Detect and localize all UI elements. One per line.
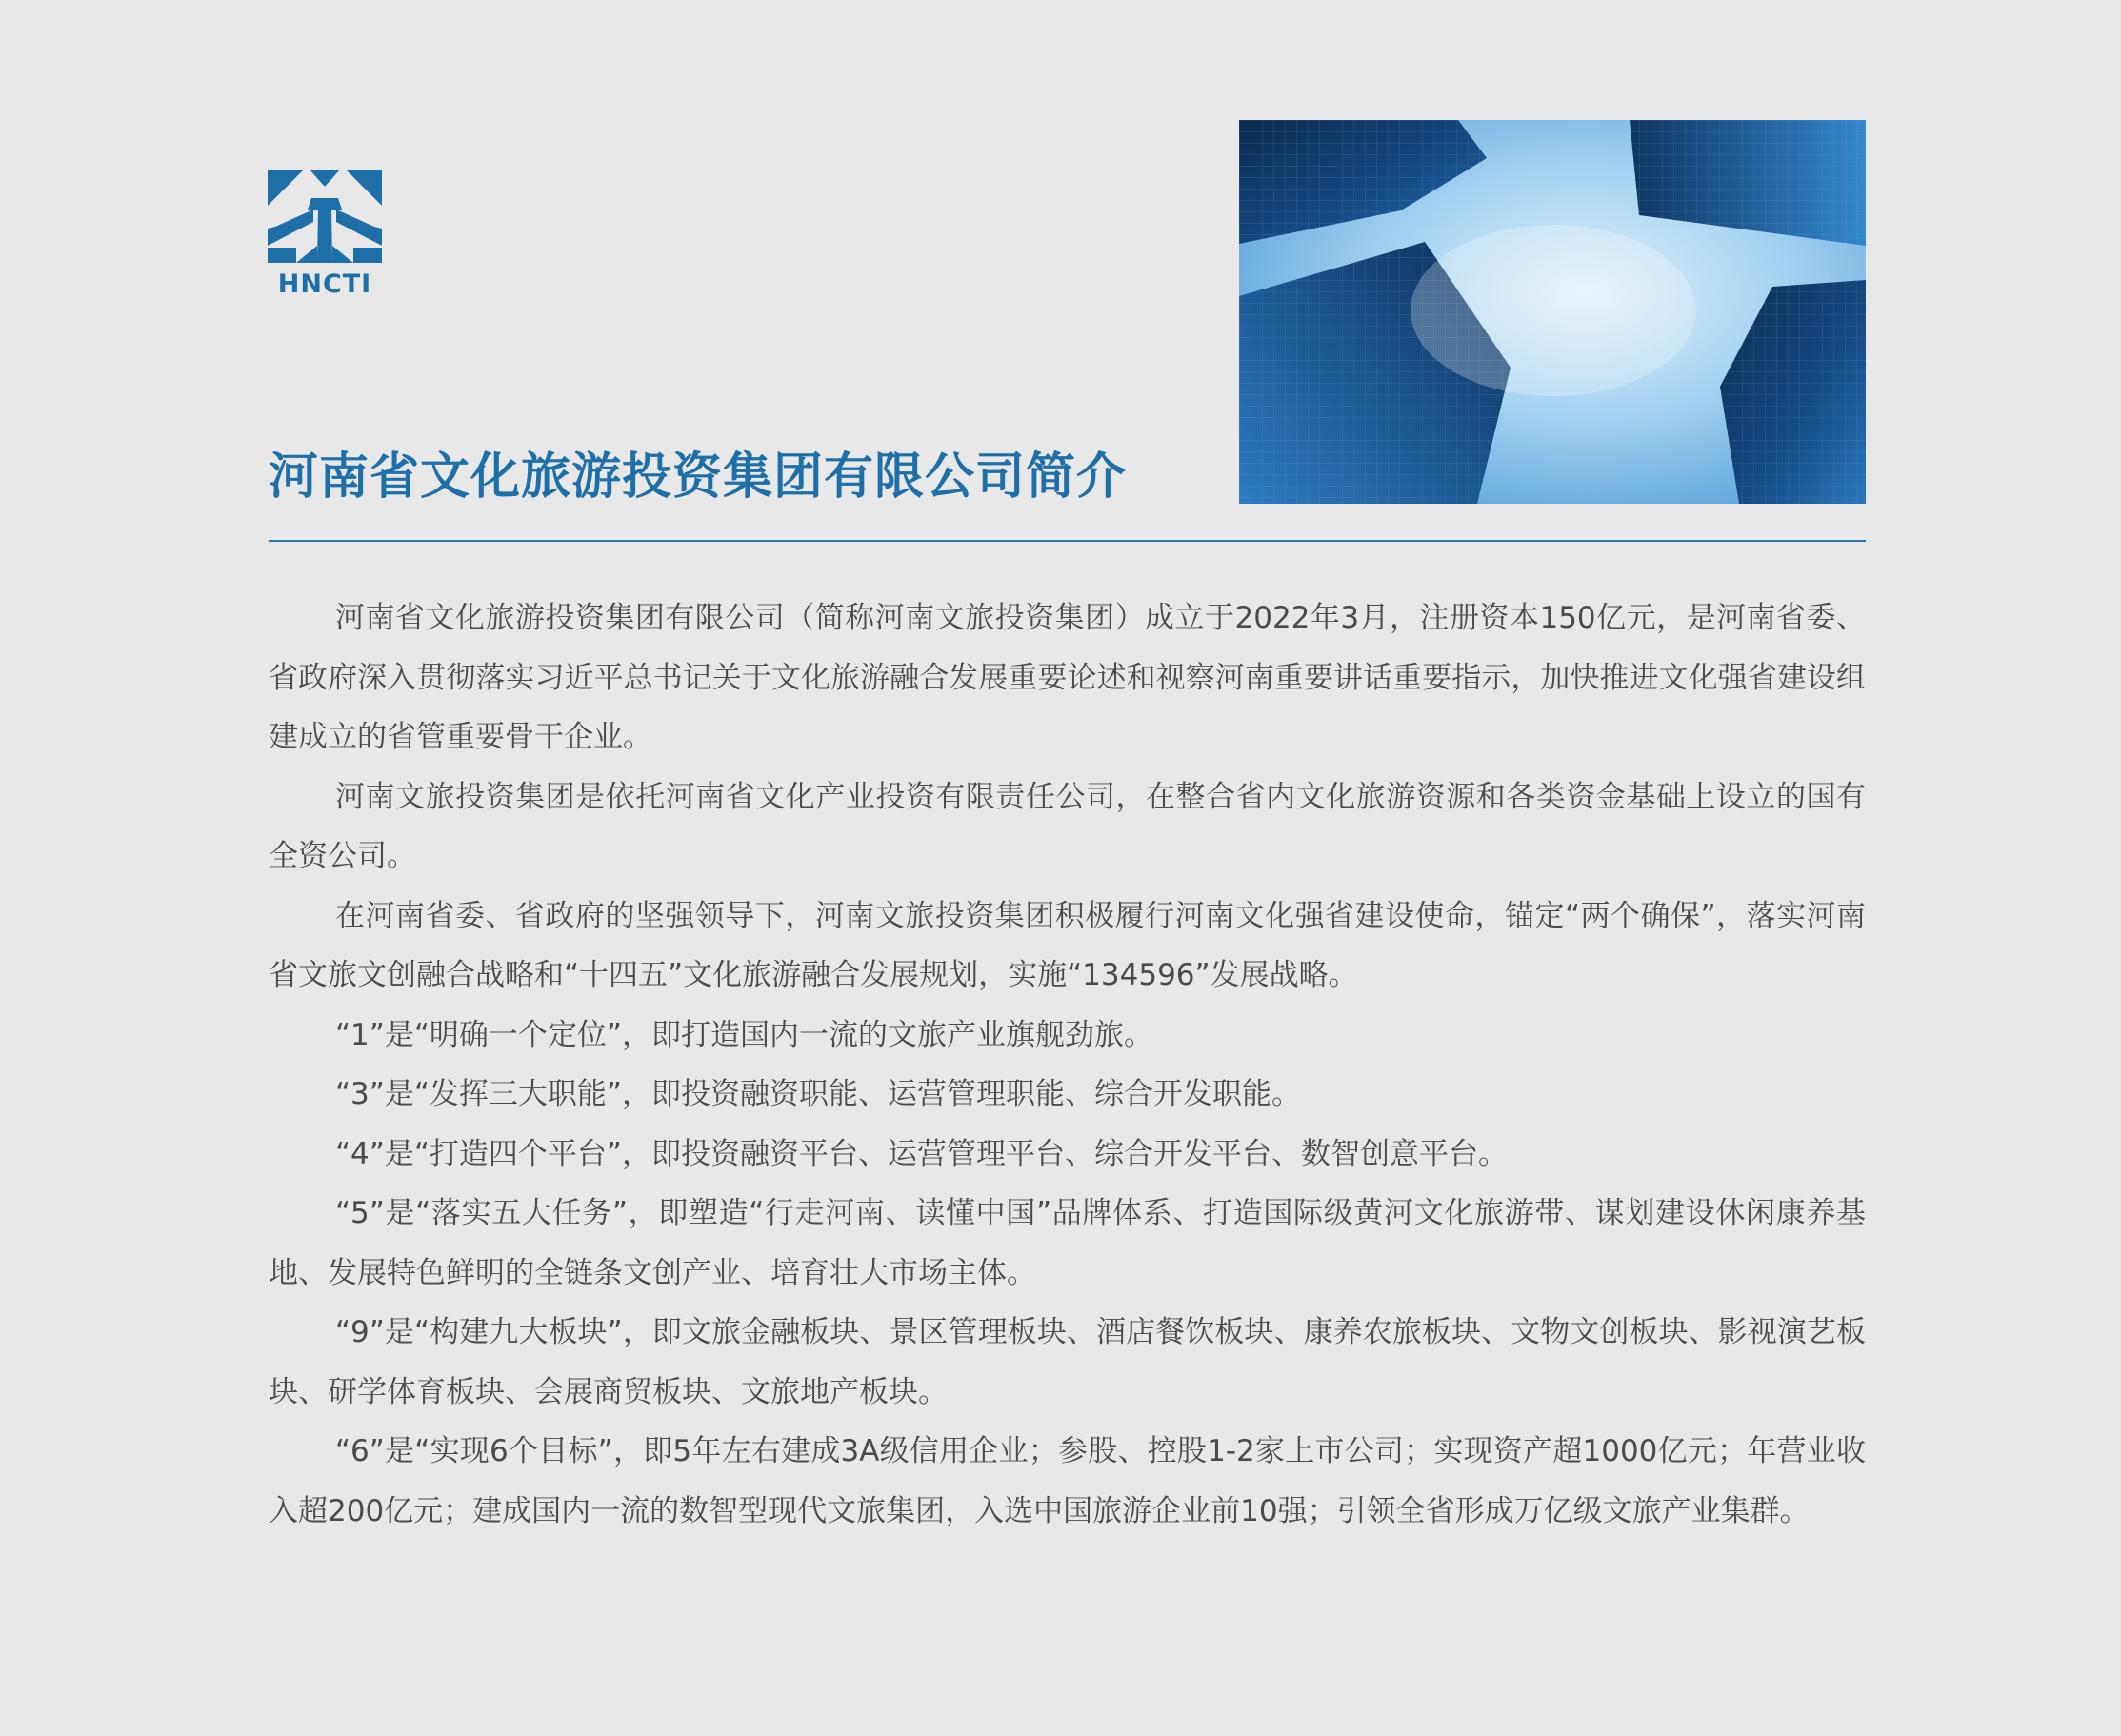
title-divider [269,540,1866,542]
intro-body [269,589,1866,1541]
paragraph: “3”是“发挥三大职能”，即投资融资职能、运营管理职能、综合开发职能。 [335,1077,1301,1111]
paragraph: “9”是“构建九大板块”，即文旅金融板块、景区管理板块、酒店餐饮板块、康养农旅板块、文物文创板块、影视演艺板块、研学体育板块、会展商贸板块、文旅地产板块。 [269,1315,1866,1409]
paragraph: 在河南省委、省政府的坚强领导下，河南文旅投资集团积极履行河南文化强省建设使命，锚定“两个确保”，落实河南省文旅文创融合战略和“十四五”文化旅游融合发展规划，实施“134596”发展战略。 [269,898,1866,992]
paragraph: “4”是“打造四个平台”，即投资融资平台、运营管理平台、综合开发平台、数智创意平台。 [335,1136,1508,1171]
paragraph: “1”是“明确一个定位”，即打造国内一流的文旅产业旗舰劲旅。 [335,1017,1153,1052]
logo-wordmark: HNCTI [277,269,372,295]
skyscrapers-photo [1239,120,1866,504]
paragraph: “5”是“落实五大任务”，即塑造“行走河南、读懂中国”品牌体系、打造国际级黄河文化旅游带、谋划建设休闲康养基地、发展特色鲜明的全链条文创产业、培育壮大市场主体。 [269,1196,1866,1290]
paragraph: 河南省文化旅游投资集团有限公司（简称河南文旅投资集团）成立于2022年3月，注册资本150亿元，是河南省委、省政府深入贯彻落实习近平总书记关于文化旅游融合发展重要论述和视察河南重要讲话重要指示，加快推进文化强省建设组建成立的省管重要骨干企业。 [269,601,1866,754]
page-title: 河南省文化旅游投资集团有限公司简介 [269,449,1128,506]
hncti-logo-icon [268,170,382,295]
paragraph: “6”是“实现6个目标”，即5年左右建成3A级信用企业；参股、控股1-2家上市公司；实现资产超1000亿元；年营业收入超200亿元；建成国内一流的数智型现代文旅集团，入选中国旅游企业前10强；引领全省形成万亿级文旅产业集群。 [269,1434,1866,1528]
hncti-logo [268,170,382,295]
paragraph: 河南文旅投资集团是依托河南省文化产业投资有限责任公司，在整合省内文化旅游资源和各类资金基础上设立的国有全资公司。 [269,779,1866,873]
